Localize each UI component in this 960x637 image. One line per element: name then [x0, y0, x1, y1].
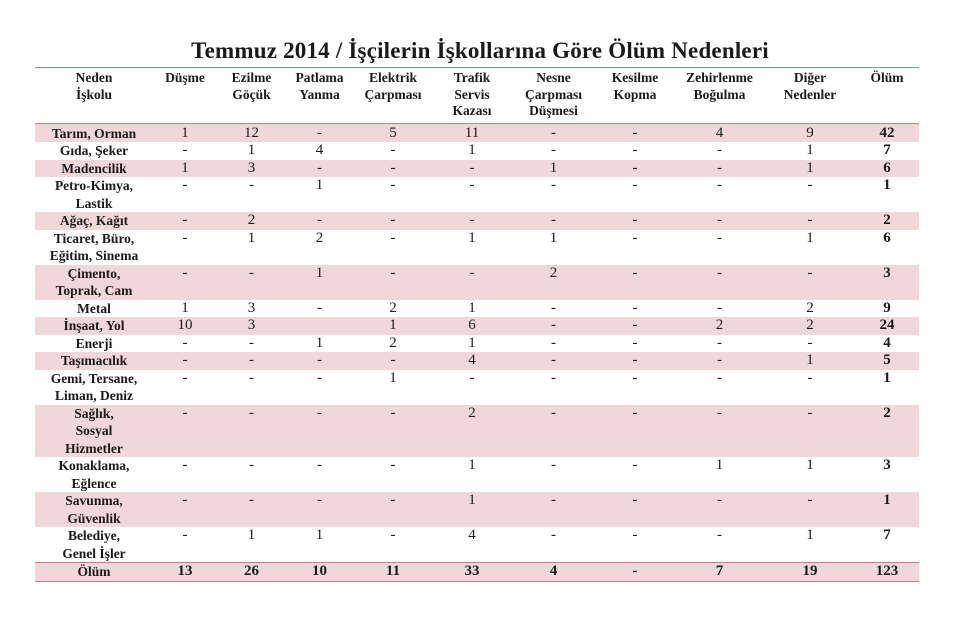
table-cell: - — [807, 334, 813, 351]
table-cell: - — [249, 457, 254, 473]
table-cell: 10 — [153, 317, 217, 335]
table-cell: - — [511, 405, 596, 458]
cell-line: Nesne — [536, 70, 571, 85]
total-row — [35, 563, 919, 582]
table-cell: - — [182, 369, 188, 386]
cell-line: Kopma — [613, 86, 657, 102]
cell-line: Çarpması — [364, 86, 422, 102]
cell-line: Diğer — [793, 70, 827, 85]
cell-line: Liman, Deniz — [54, 388, 133, 403]
row-total-cell: 2 — [855, 405, 919, 458]
row-label — [35, 230, 153, 265]
row-total-cell: 24 — [855, 317, 919, 335]
table-cell: - — [596, 265, 674, 300]
column-header — [217, 68, 286, 124]
table-cell: 12 — [217, 123, 286, 142]
table-cell: - — [551, 369, 556, 386]
table-cell: - — [353, 160, 433, 178]
table-cell: - — [765, 405, 855, 458]
cell-line: Gemi, Tersane, — [50, 370, 138, 386]
table-cell: - — [390, 229, 396, 246]
row-total-cell: 2 — [855, 212, 919, 230]
table-cell: - — [153, 265, 217, 300]
cell-line: Kazası — [452, 103, 492, 118]
table-cell: - — [153, 212, 217, 230]
row-label — [35, 177, 153, 212]
table-cell: - — [551, 142, 556, 158]
table-cell: 9 — [765, 123, 855, 142]
table-cell: - — [353, 405, 433, 458]
header-row — [35, 68, 919, 124]
row-label — [35, 527, 153, 563]
cell-line: Güvenlik — [67, 510, 121, 526]
cell-line: Boğulma — [693, 86, 746, 102]
total-cell: 11 — [353, 563, 433, 582]
row-total-cell: 3 — [883, 457, 891, 473]
table-cell: 1 — [806, 527, 814, 543]
table-row — [35, 300, 919, 318]
table-cell: - — [317, 369, 322, 386]
row-label — [35, 160, 153, 178]
cell-line: Gıda, Şeker — [59, 143, 129, 158]
table-cell: - — [286, 405, 353, 458]
row-total-cell: 42 — [855, 123, 919, 142]
table-cell: - — [511, 212, 596, 230]
total-cell: - — [596, 563, 674, 582]
table-cell: - — [317, 299, 322, 316]
column-header — [855, 68, 919, 124]
table-cell: - — [249, 177, 254, 193]
cell-line: Madencilik — [61, 160, 127, 176]
row-total-cell: 7 — [883, 527, 891, 543]
table-cell: 3 — [217, 160, 286, 178]
table-cell: - — [182, 334, 188, 351]
table-cell: - — [674, 265, 765, 300]
table-cell: 1 — [765, 352, 855, 370]
table-cell: - — [153, 492, 217, 527]
cell-line: Trafik — [453, 70, 491, 85]
table-cell: - — [551, 457, 556, 473]
table-cell: 6 — [433, 317, 511, 335]
table-cell: - — [807, 177, 813, 193]
row-total-cell: 3 — [855, 265, 919, 300]
table-cell: - — [390, 457, 396, 473]
cell-line: Eğlence — [71, 475, 117, 491]
table-row — [35, 123, 919, 142]
table-cell: 1 — [468, 299, 476, 316]
table-cell: - — [632, 177, 638, 193]
table-cell: - — [551, 299, 556, 316]
table-cell: 1 — [353, 317, 433, 335]
row-total-cell: 1 — [883, 177, 891, 193]
table-cell: 1 — [468, 334, 476, 351]
table-cell: 2 — [217, 212, 286, 230]
table-cell: - — [632, 142, 638, 158]
row-label — [35, 142, 153, 160]
table-cell: 5 — [353, 123, 433, 142]
table-cell: 2 — [315, 229, 324, 246]
table-cell — [286, 317, 353, 335]
table-cell: 1 — [468, 457, 476, 473]
total-cell: 26 — [217, 563, 286, 582]
table-cell: - — [217, 352, 286, 370]
table-cell: 3 — [217, 317, 286, 335]
row-label — [35, 370, 153, 405]
table-cell: - — [551, 334, 556, 351]
row-label — [35, 352, 153, 370]
table-cell: 1 — [389, 369, 397, 386]
table-cell: 2 — [433, 405, 511, 458]
table-cell: 1 — [315, 334, 324, 351]
table-cell: - — [182, 457, 188, 473]
cell-line: Metal — [77, 300, 111, 316]
table-cell: - — [717, 527, 722, 543]
cell-line: Taşımacılık — [60, 353, 128, 368]
table-cell: - — [217, 265, 286, 300]
table-cell: - — [217, 492, 286, 527]
table-cell: - — [596, 352, 674, 370]
cell-line: Neden — [75, 70, 113, 85]
cell-line: Kesilme — [611, 70, 659, 85]
table-row — [35, 370, 919, 405]
table-cell: 1 — [468, 142, 476, 158]
row-label — [35, 335, 153, 353]
row-label — [35, 212, 153, 230]
table-cell: - — [632, 369, 638, 386]
table-cell: 1 — [765, 160, 855, 178]
table-cell: - — [433, 160, 511, 178]
table-cell: - — [182, 142, 188, 158]
table-cell: 4 — [433, 352, 511, 370]
cell-line: Sosyal — [75, 423, 113, 438]
column-header — [674, 68, 765, 124]
table-row — [35, 177, 919, 212]
cell-line: Göçük — [232, 86, 271, 102]
total-row-label: Ölüm — [35, 563, 153, 582]
table-cell: - — [353, 492, 433, 527]
cell-line: Ezilme — [231, 70, 272, 85]
row-label — [35, 265, 153, 300]
total-cell: 13 — [153, 563, 217, 582]
cell-line: Belediye, — [67, 528, 121, 543]
table-cell: - — [765, 212, 855, 230]
table-cell: 1 — [247, 527, 256, 543]
table-cell: - — [674, 492, 765, 527]
row-total-cell: 9 — [883, 299, 891, 316]
table-cell: 3 — [247, 299, 256, 316]
table-cell: - — [765, 265, 855, 300]
row-label — [35, 492, 153, 527]
total-cell: 10 — [286, 563, 353, 582]
cell-line: Servis — [454, 86, 490, 102]
table-cell: - — [674, 160, 765, 178]
total-cell: 4 — [511, 563, 596, 582]
table-row — [35, 212, 919, 230]
table-cell: - — [433, 265, 511, 300]
table-cell: 2 — [389, 334, 397, 351]
total-cell: 123 — [855, 563, 919, 582]
column-header — [511, 68, 596, 124]
table-cell: - — [596, 405, 674, 458]
cell-line: Sağlık, — [74, 405, 114, 421]
table-cell: - — [286, 492, 353, 527]
table-cell: - — [596, 212, 674, 230]
table-cell: - — [390, 142, 396, 158]
row-total-cell: 5 — [855, 352, 919, 370]
table-cell: 1 — [315, 527, 324, 543]
table-cell: - — [511, 492, 596, 527]
table-cell: - — [511, 352, 596, 370]
row-total-cell: 1 — [883, 369, 891, 386]
death-causes-table — [35, 67, 919, 582]
table-row — [35, 142, 919, 160]
table-cell: - — [551, 527, 556, 543]
table-row — [35, 335, 919, 353]
total-cell: 7 — [674, 563, 765, 582]
table-cell: 1 — [468, 229, 476, 246]
table-cell: - — [390, 527, 396, 543]
table-cell: - — [596, 160, 674, 178]
table-cell: 2 — [389, 299, 397, 316]
table-cell: 1 — [549, 229, 558, 246]
table-row — [35, 352, 919, 370]
table-cell: - — [153, 352, 217, 370]
row-total-cell: 6 — [883, 229, 891, 246]
table-cell: - — [632, 299, 638, 316]
table-row — [35, 317, 919, 335]
table-cell: 1 — [715, 457, 724, 473]
row-total-cell: 6 — [855, 160, 919, 178]
table-cell: - — [353, 212, 433, 230]
table-cell: 1 — [806, 457, 814, 473]
table-cell: - — [286, 352, 353, 370]
cell-line: Zehirlenme — [686, 70, 753, 85]
table-cell: 2 — [765, 317, 855, 335]
table-cell: - — [286, 123, 353, 142]
table-cell: - — [286, 212, 353, 230]
table-cell: - — [717, 299, 722, 316]
cell-line: Elektrik — [368, 70, 417, 85]
table-cell: - — [249, 334, 254, 351]
table-cell: 2 — [511, 265, 596, 300]
cell-line: Savunma, — [65, 493, 123, 508]
table-cell: - — [217, 405, 286, 458]
table-cell: - — [153, 405, 217, 458]
table-row — [35, 457, 919, 492]
cell-line: Enerji — [75, 335, 113, 351]
table-cell: 4 — [315, 142, 324, 158]
cell-line: Düşmesi — [529, 103, 578, 118]
row-total-cell: 1 — [855, 492, 919, 527]
table-cell: 1 — [286, 265, 353, 300]
table-cell: - — [717, 229, 722, 246]
table-cell: - — [717, 142, 722, 158]
table-cell: - — [511, 123, 596, 142]
table-cell: 1 — [153, 160, 217, 178]
table-cell: - — [286, 160, 353, 178]
table-row — [35, 405, 919, 458]
table-row — [35, 230, 919, 265]
table-cell: - — [433, 212, 511, 230]
table-cell: - — [632, 334, 638, 351]
table-cell: 1 — [806, 229, 814, 246]
table-header — [35, 68, 919, 124]
cell-line: İşkolu — [75, 86, 113, 102]
table-body — [35, 123, 919, 581]
row-total-cell: 4 — [883, 334, 891, 351]
total-cell: 33 — [433, 563, 511, 582]
table-row — [35, 160, 919, 178]
table-cell: - — [765, 492, 855, 527]
table-cell: - — [596, 123, 674, 142]
table-cell: - — [717, 369, 722, 386]
table-cell: - — [674, 352, 765, 370]
table-cell: 11 — [433, 123, 511, 142]
table-cell: - — [632, 229, 638, 246]
table-cell: - — [632, 457, 638, 473]
row-label — [35, 457, 153, 492]
table-cell: - — [674, 405, 765, 458]
cell-line: Genel İşler — [62, 545, 126, 561]
cell-line: Lastik — [75, 195, 113, 211]
table-cell: - — [511, 317, 596, 335]
table-cell: - — [182, 527, 188, 543]
cell-line: Toprak, Cam — [55, 283, 133, 298]
cell-line: Ölüm — [870, 70, 904, 85]
table-cell: - — [717, 334, 722, 351]
cell-line: Petro-Kimya, — [54, 178, 134, 193]
cell-line: Ticaret, Büro, — [53, 230, 135, 246]
row-label — [35, 405, 153, 458]
table-cell: 2 — [806, 299, 814, 316]
table-cell: - — [353, 265, 433, 300]
column-header — [433, 68, 511, 124]
cell-line: Ağaç, Kağıt — [59, 213, 129, 228]
table-cell: 1 — [511, 160, 596, 178]
column-header — [596, 68, 674, 124]
cell-line: İnşaat, Yol — [63, 318, 125, 333]
total-cell: 19 — [765, 563, 855, 582]
cell-line: Hizmetler — [65, 440, 123, 456]
cell-line: Çimento, — [67, 265, 121, 281]
table-cell: - — [182, 229, 188, 246]
table-cell: - — [317, 457, 322, 473]
table-cell: 1 — [315, 177, 324, 193]
cell-line: Düşme — [165, 70, 205, 85]
table-cell: 1 — [806, 142, 814, 158]
table-cell: - — [717, 177, 722, 193]
cell-line: Patlama — [295, 70, 344, 85]
table-cell: - — [249, 369, 254, 386]
table-cell: 2 — [674, 317, 765, 335]
cell-line: Tarım, Orman — [51, 125, 137, 141]
column-header — [286, 68, 353, 124]
table-row — [35, 492, 919, 527]
row-label — [35, 300, 153, 318]
row-label — [35, 123, 153, 142]
row-total-cell: 7 — [883, 142, 891, 158]
cell-line: Çarpması — [525, 86, 582, 102]
table-cell: - — [596, 492, 674, 527]
table-row — [35, 265, 919, 300]
table-cell: - — [182, 177, 188, 193]
cell-line: Konaklama, — [58, 458, 130, 473]
table-cell: - — [390, 177, 396, 193]
table-cell: - — [551, 177, 556, 193]
table-cell: 1 — [153, 123, 217, 142]
row-label — [35, 317, 153, 335]
table-cell: 1 — [247, 142, 256, 158]
header-neden-iskolu — [35, 68, 153, 124]
table-cell: 4 — [468, 527, 476, 543]
table-cell: - — [469, 177, 475, 193]
table-cell: 1 — [181, 299, 189, 316]
table-title: Temmuz 2014 / İşçilerin İşkollarına Göre Ölüm Nedenleri — [191, 38, 769, 63]
cell-line: Yanma — [299, 86, 340, 102]
death-causes-table-container — [35, 67, 919, 582]
table-cell: - — [596, 317, 674, 335]
table-cell: 4 — [674, 123, 765, 142]
table-cell: - — [674, 212, 765, 230]
table-cell: - — [632, 527, 638, 543]
table-cell: 1 — [433, 492, 511, 527]
table-cell: - — [469, 369, 475, 386]
table-cell: - — [353, 352, 433, 370]
cell-line: Nedenler — [783, 86, 837, 102]
column-header — [353, 68, 433, 124]
column-header — [765, 68, 855, 124]
table-cell: - — [807, 369, 813, 386]
column-header — [153, 68, 217, 124]
table-cell: 1 — [247, 229, 256, 246]
table-row — [35, 527, 919, 563]
cell-line: Eğitim, Sinema — [49, 248, 139, 263]
